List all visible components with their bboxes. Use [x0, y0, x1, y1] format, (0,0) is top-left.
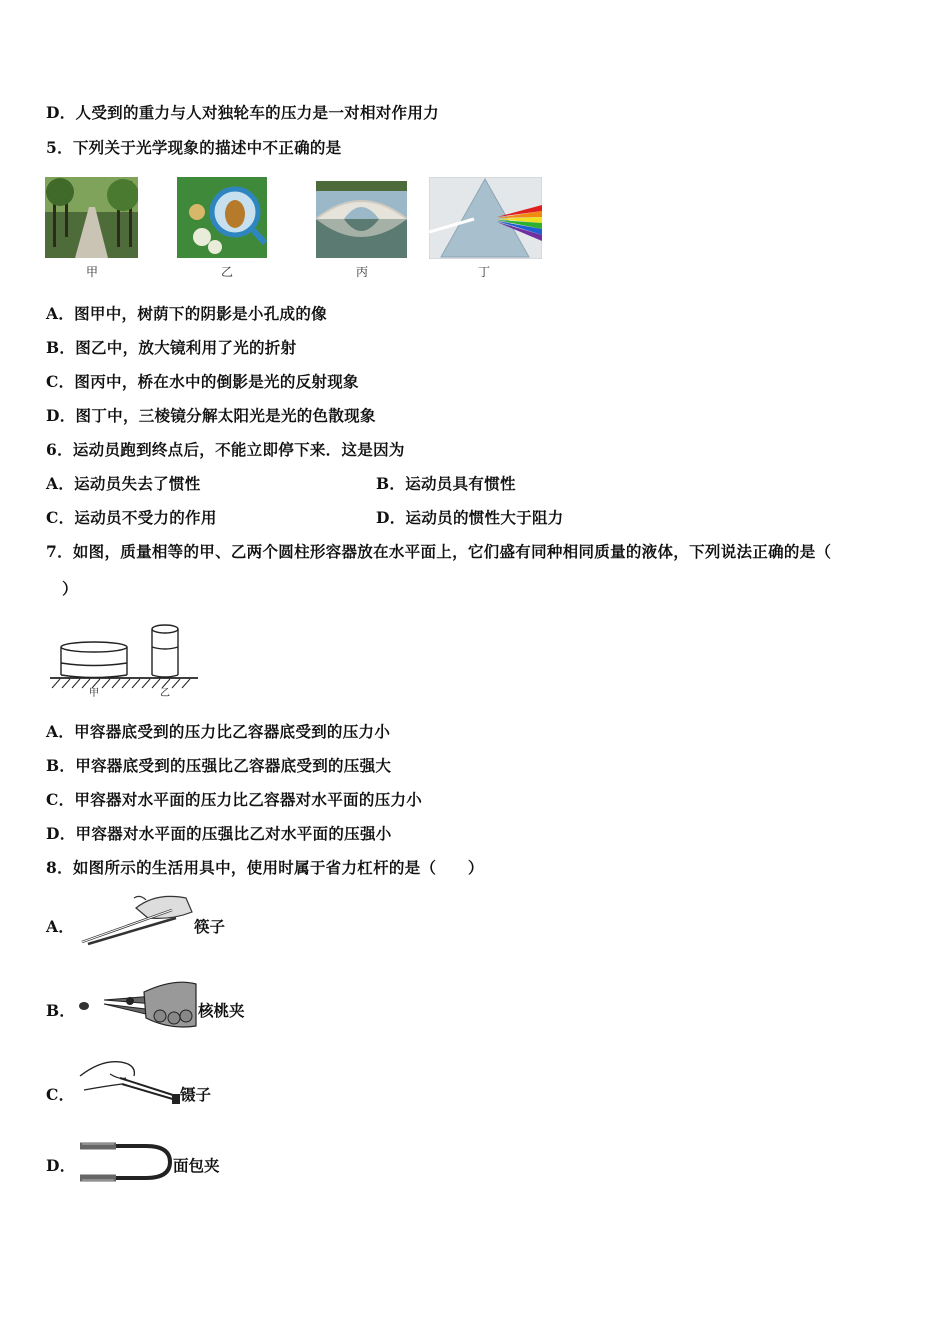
q5-option-d: D．图丁中，三棱镜分解太阳光是光的色散现象	[46, 406, 376, 425]
q8-option-b-name: 核桃夹	[198, 1001, 245, 1020]
q7-figure-containers	[48, 618, 200, 698]
q5-figure-ding-prism	[429, 177, 542, 259]
q6-option-a: A．运动员失去了惯性	[46, 474, 201, 493]
q5-figure-bing-bridge-reflection	[316, 181, 407, 258]
q5-figure-yi-magnifier	[177, 177, 267, 258]
q6-stem: 6．运动员跑到终点后，不能立即停下来．这是因为	[46, 440, 405, 459]
q8-option-a-letter: A．	[46, 917, 75, 936]
q5-figure-jia-tree-path	[45, 177, 138, 258]
q7-label-jia: 甲	[89, 688, 99, 698]
q7-option-a: A．甲容器底受到的压力比乙容器底受到的压力小	[46, 722, 391, 741]
q8-nutcracker-illustration	[74, 970, 198, 1030]
q6-option-c: C．运动员不受力的作用	[46, 508, 217, 527]
q7-stem: 7．如图，质量相等的甲、乙两个圆柱形容器放在水平面上，它们盛有同种相同质量的液体，下列说法正确的是（	[46, 542, 832, 561]
q6-option-d: D．运动员的惯性大于阻力	[376, 508, 564, 527]
q5-option-b: B．图乙中，放大镜利用了光的折射	[46, 338, 297, 357]
q8-tweezers-illustration	[76, 1054, 184, 1108]
q7-option-c: C．甲容器对水平面的压力比乙容器对水平面的压力小	[46, 790, 423, 809]
q5-caption-jia: 甲	[86, 265, 99, 279]
q5-caption-yi: 乙	[221, 265, 234, 279]
q8-chopsticks-illustration	[76, 890, 194, 946]
q8-option-a-name: 筷子	[194, 917, 226, 936]
q5-option-c: C．图丙中，桥在水中的倒影是光的反射现象	[46, 372, 359, 391]
q7-option-b: B．甲容器底受到的压强比乙容器底受到的压强大	[46, 756, 392, 775]
q6-option-b: B．运动员具有惯性	[376, 474, 516, 493]
q8-option-b-letter: B．	[46, 1001, 76, 1020]
q7-label-yi: 乙	[160, 688, 170, 698]
q7-option-d: D．甲容器对水平面的压强比乙对水平面的压强小	[46, 824, 392, 843]
q8-option-c-name: 镊子	[180, 1085, 212, 1104]
q5-caption-bing: 丙	[356, 265, 369, 279]
q8-stem: 8．如图所示的生活用具中，使用时属于省力杠杆的是（ ）	[46, 858, 484, 877]
q5-stem: 5．下列关于光学现象的描述中不正确的是	[46, 138, 342, 157]
q7-stem-end: ）	[62, 579, 78, 598]
q8-option-d-name: 面包夹	[173, 1156, 220, 1175]
q8-option-d-letter: D．	[46, 1156, 76, 1175]
q5-caption-ding: 丁	[478, 265, 491, 279]
q5-option-a: A．图甲中，树荫下的阴影是小孔成的像	[46, 304, 327, 323]
q8-bread-tongs-illustration	[76, 1138, 174, 1186]
q4-option-d: D．人受到的重力与人对独轮车的压力是一对相对作用力	[46, 103, 439, 122]
q8-option-c-letter: C．	[46, 1085, 75, 1104]
